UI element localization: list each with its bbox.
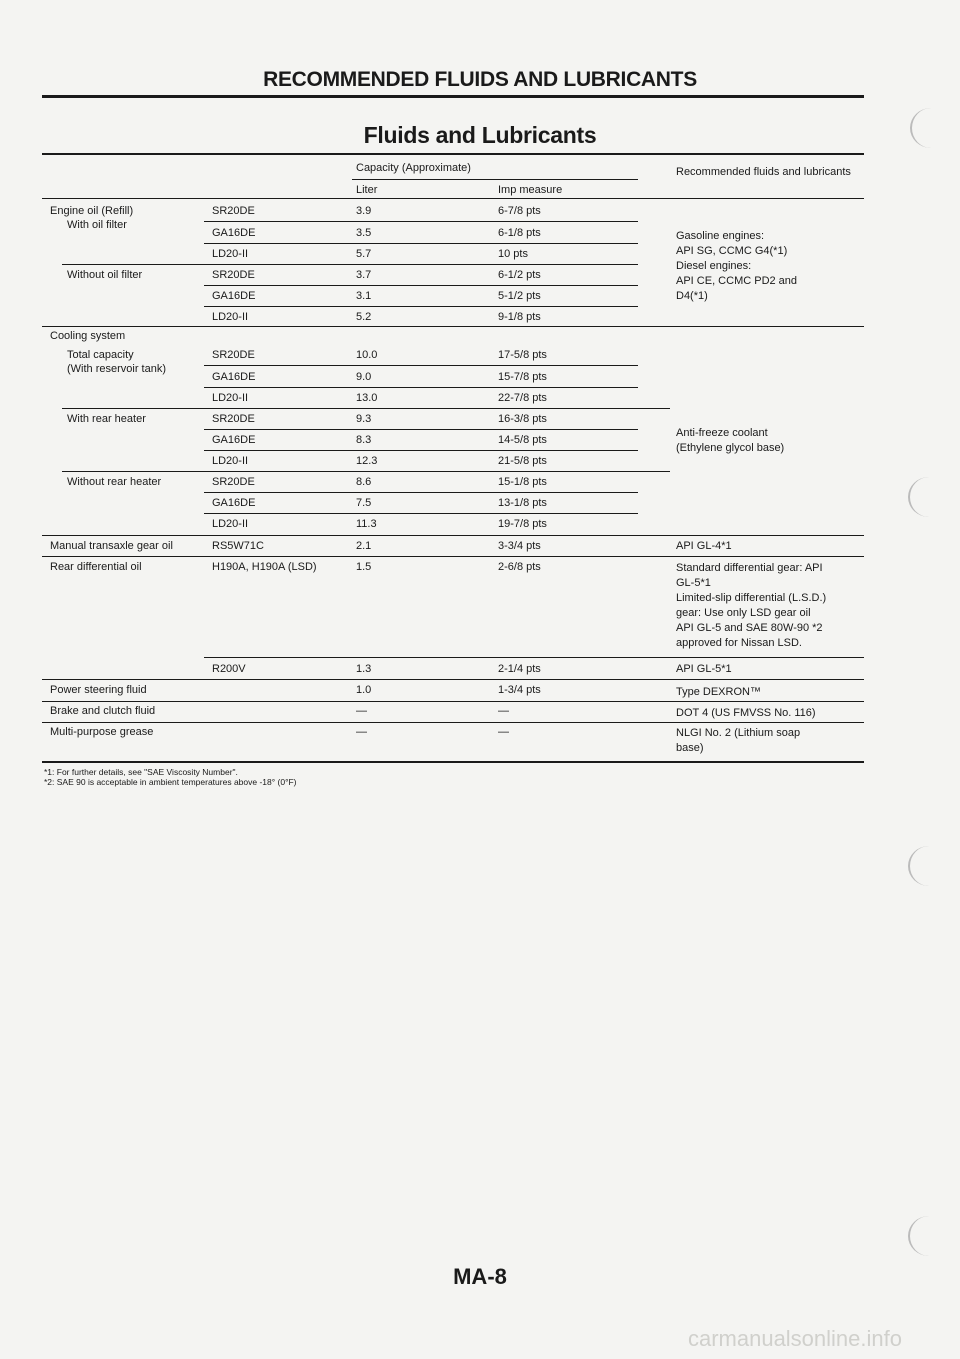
page-header-title: RECOMMENDED FLUIDS AND LUBRICANTS bbox=[263, 68, 697, 91]
table-cell-model: H190A, H190A (LSD) bbox=[212, 561, 317, 573]
table-cell-liter: — bbox=[356, 705, 367, 717]
engine-oil-recommended: Gasoline engines: API SG, CCMC G4(*1) Diesel engines: API CE, CCMC PD2 and D4(*1) bbox=[676, 230, 798, 302]
manual-transaxle-recommended: API GL-4*1 bbox=[676, 540, 732, 552]
grease-recommended: NLGI No. 2 (Lithium soap base) bbox=[676, 727, 801, 754]
table-cell-imp: 6-1/8 pts bbox=[498, 227, 541, 239]
page-number: MA-8 bbox=[453, 1264, 507, 1289]
table-cell-imp: 5-1/2 pts bbox=[498, 290, 541, 302]
table-cell-imp: 14-5/8 pts bbox=[498, 434, 547, 446]
table-cell-liter: 3.7 bbox=[356, 269, 372, 281]
brake-clutch-recommended: DOT 4 (US FMVSS No. 116) bbox=[676, 707, 816, 719]
table-cell-imp: 6-1/2 pts bbox=[498, 269, 541, 281]
brake-clutch-label: Brake and clutch fluid bbox=[50, 705, 156, 717]
table-cell-imp: 6-7/8 pts bbox=[498, 205, 541, 217]
cooling-system-label: Cooling system bbox=[50, 330, 126, 342]
rear-differential-recommended-2: API GL-5*1 bbox=[676, 663, 732, 675]
binder-hole bbox=[908, 477, 950, 517]
table-cell-imp: 19-7/8 pts bbox=[498, 518, 547, 530]
table-cell-liter: 7.5 bbox=[356, 497, 372, 509]
table-cell-liter: 8.3 bbox=[356, 434, 372, 446]
table-cell-imp: 1-3/4 pts bbox=[498, 684, 541, 696]
table-cell-imp: 16-3/8 pts bbox=[498, 413, 547, 425]
reservoir-tank-label: (With reservoir tank) bbox=[67, 363, 167, 375]
table-cell-liter: 13.0 bbox=[356, 392, 378, 404]
table-cell-liter: 1.3 bbox=[356, 663, 372, 675]
table-top-rule bbox=[42, 153, 864, 155]
power-steering-recommended: Type DEXRON™ bbox=[676, 686, 761, 698]
table-cell-model: SR20DE bbox=[212, 205, 255, 217]
table-cell-liter: 5.2 bbox=[356, 311, 372, 323]
liter-header: Liter bbox=[356, 184, 378, 196]
table-cell-model: LD20-II bbox=[212, 311, 249, 323]
table-cell-imp: 10 pts bbox=[498, 248, 528, 260]
table-cell-imp: 13-1/8 pts bbox=[498, 497, 547, 509]
watermark-text: carmanualsonline.info bbox=[687, 1326, 902, 1351]
table-cell-imp: — bbox=[498, 726, 509, 738]
table-cell-imp: 21-5/8 pts bbox=[498, 455, 547, 467]
table-cell-liter: 10.0 bbox=[356, 349, 378, 361]
binder-hole bbox=[908, 846, 950, 886]
table-cell-liter: 11.3 bbox=[356, 518, 377, 530]
table-cell-model: RS5W71C bbox=[212, 540, 264, 552]
table-cell-model: GA16DE bbox=[212, 371, 256, 383]
table-cell-model: LD20-II bbox=[212, 248, 249, 260]
table-cell-imp: 15-7/8 pts bbox=[498, 371, 547, 383]
binder-hole bbox=[910, 108, 952, 148]
table-cell-model: SR20DE bbox=[212, 476, 255, 488]
no-rear-heater-label: Without rear heater bbox=[67, 476, 162, 488]
with-oil-filter-label: With oil filter bbox=[67, 219, 127, 231]
engine-oil-label: Engine oil (Refill) bbox=[50, 205, 134, 217]
grease-label: Multi-purpose grease bbox=[50, 726, 154, 738]
capacity-header: Capacity (Approximate) bbox=[356, 162, 471, 174]
rear-differential-recommended: Standard differential gear: API GL-5*1 Limited-slip differential (L.S.D.) gear: Use only LSD gear oil API GL-5 and SAE 80W-90 *2 approved for Nissan LSD. bbox=[676, 562, 827, 649]
table-cell-liter: 8.6 bbox=[356, 476, 372, 488]
table-cell-model: LD20-II bbox=[212, 518, 249, 530]
without-oil-filter-label: Without oil filter bbox=[67, 269, 143, 281]
table-cell-liter: 3.1 bbox=[356, 290, 372, 302]
table-cell-imp: 2-6/8 pts bbox=[498, 561, 541, 573]
footnote-1: *1: For further details, see "SAE Viscosity Number". bbox=[44, 767, 238, 777]
table-cell-liter: — bbox=[356, 726, 367, 738]
table-cell-liter: 1.0 bbox=[356, 684, 372, 696]
table-cell-model: GA16DE bbox=[212, 290, 256, 302]
table-cell-imp: 9-1/8 pts bbox=[498, 311, 541, 323]
table-cell-imp: 2-1/4 pts bbox=[498, 663, 541, 675]
binder-hole bbox=[908, 1216, 950, 1256]
table-cell-model: LD20-II bbox=[212, 392, 249, 404]
table-cell-model: GA16DE bbox=[212, 497, 256, 509]
section-title: Fluids and Lubricants bbox=[363, 122, 597, 148]
table-bottom-rule bbox=[42, 761, 864, 763]
recommended-header: Recommended fluids and lubricants bbox=[676, 166, 851, 178]
table-cell-model: SR20DE bbox=[212, 349, 255, 361]
total-capacity-label: Total capacity bbox=[67, 349, 134, 361]
manual-transaxle-label: Manual transaxle gear oil bbox=[50, 540, 173, 552]
table-cell-imp: 17-5/8 pts bbox=[498, 349, 547, 361]
rear-differential-label: Rear differential oil bbox=[50, 561, 142, 573]
table-cell-liter: 3.5 bbox=[356, 227, 372, 239]
table-cell-liter: 9.0 bbox=[356, 371, 372, 383]
power-steering-label: Power steering fluid bbox=[50, 684, 147, 696]
table-cell-model: GA16DE bbox=[212, 434, 256, 446]
imp-header: Imp measure bbox=[498, 184, 563, 196]
table-cell-liter: 12.3 bbox=[356, 455, 378, 467]
table-cell-liter: 2.1 bbox=[356, 540, 372, 552]
table-cell-model: R200V bbox=[212, 663, 246, 675]
table-cell-imp: 22-7/8 pts bbox=[498, 392, 547, 404]
rear-heater-label: With rear heater bbox=[67, 413, 146, 425]
table-cell-model: GA16DE bbox=[212, 227, 256, 239]
table-cell-imp: 15-1/8 pts bbox=[498, 476, 547, 488]
footnote-2: *2: SAE 90 is acceptable in ambient temperatures above -18° (0°F) bbox=[44, 777, 297, 787]
table-cell-liter: 3.9 bbox=[356, 205, 372, 217]
coolant-recommended: Anti-freeze coolant (Ethylene glycol base) bbox=[676, 427, 785, 454]
table-cell-liter: 5.7 bbox=[356, 248, 372, 260]
table-cell-model: SR20DE bbox=[212, 269, 255, 281]
table-cell-liter: 1.5 bbox=[356, 561, 372, 573]
table-cell-model: SR20DE bbox=[212, 413, 255, 425]
table-cell-imp: — bbox=[498, 705, 509, 717]
table-cell-imp: 3-3/4 pts bbox=[498, 540, 541, 552]
header-rule bbox=[42, 95, 864, 98]
table-cell-model: LD20-II bbox=[212, 455, 249, 467]
table-cell-liter: 9.3 bbox=[356, 413, 372, 425]
